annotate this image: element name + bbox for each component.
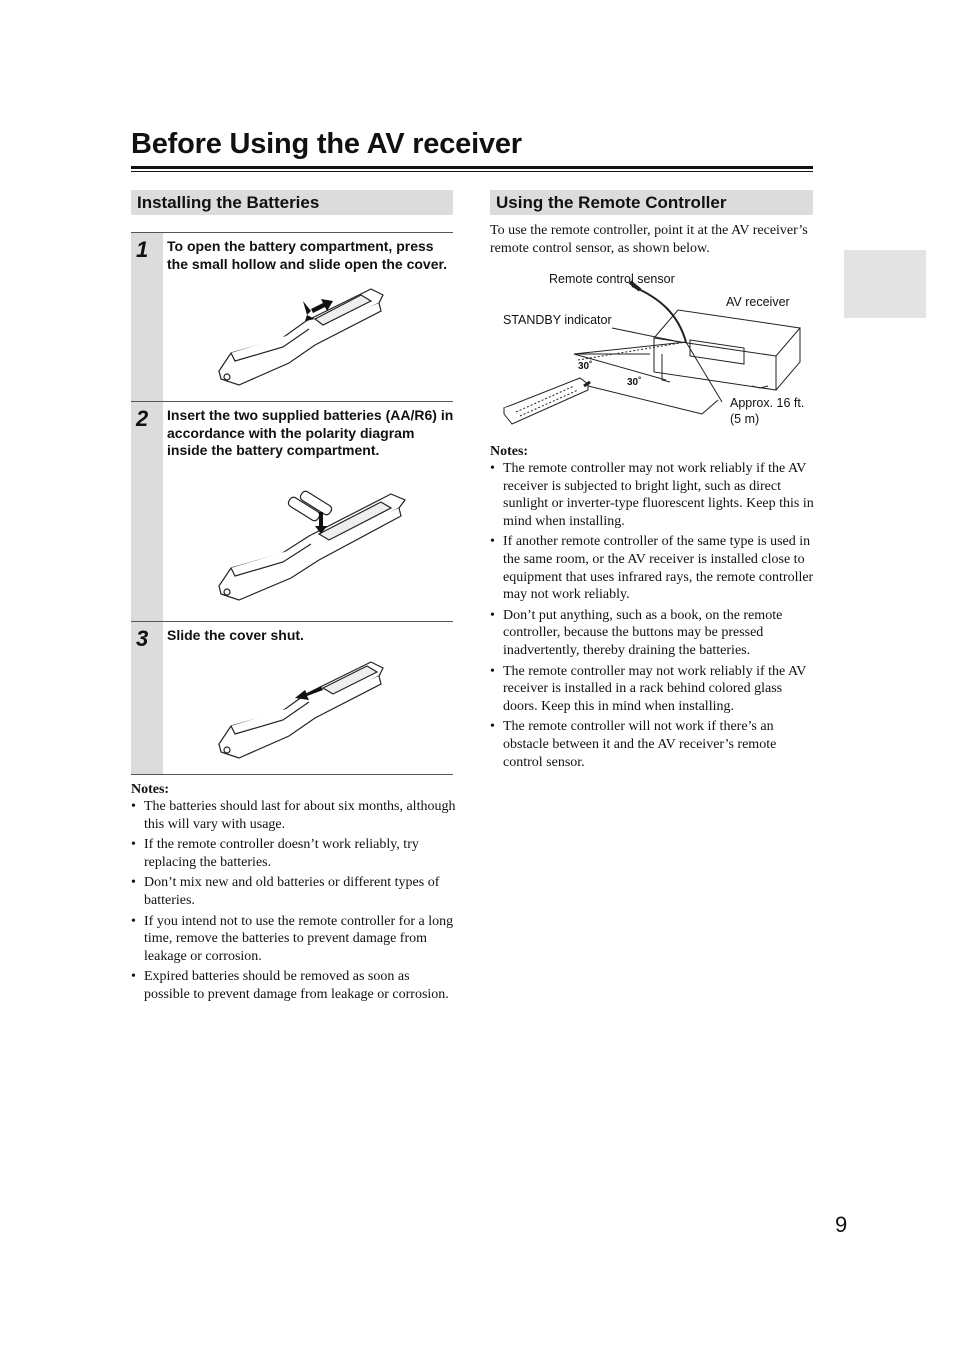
step-number: 2 xyxy=(136,406,149,431)
section-tab xyxy=(844,250,926,318)
angle-label-b: 30˚ xyxy=(627,377,642,388)
battery-step-1 xyxy=(131,232,453,401)
angle-label-a: 30˚ xyxy=(578,361,593,372)
remote-open-cover-illustration xyxy=(211,281,391,391)
step-number: 3 xyxy=(136,626,149,651)
notes-title: Notes: xyxy=(490,444,529,459)
batteries-notes xyxy=(131,782,456,1007)
note-item: • Don’t mix new and old batteries or different types of batteries. xyxy=(131,874,456,909)
notes-title: Notes: xyxy=(131,782,170,797)
remote-heading: Using the Remote Controller xyxy=(490,190,813,215)
batteries-heading: Installing the Batteries xyxy=(131,190,453,215)
step-text: Slide the cover shut. xyxy=(167,627,304,643)
note-item: • If another remote controller of the same type is used in the same room, or the AV receiver is installed close to equipment that uses infrared rays, the remote controller may not work reliably. xyxy=(490,533,815,603)
page-number: 9 xyxy=(835,1212,848,1237)
note-item: • Expired batteries should be removed as soon as possible to prevent damage from leakage or corrosion. xyxy=(131,968,456,1003)
step-number: 1 xyxy=(136,237,149,262)
remote-close-cover-illustration xyxy=(211,652,391,762)
title-rule xyxy=(131,166,813,172)
distance-label-2: (5 m) xyxy=(730,412,760,426)
distance-label-1: Approx. 16 ft. xyxy=(730,396,805,410)
step-text: Insert the two supplied batteries (AA/R6) in accordance with the polarity diagram inside the battery compartment. xyxy=(167,407,454,458)
note-item: • If the remote controller doesn’t work reliably, try replacing the batteries. xyxy=(131,836,456,871)
note-item: • If you intend not to use the remote controller for a long time, remove the batteries to prevent damage from leakage or corrosion. xyxy=(131,913,456,966)
battery-step-3 xyxy=(131,621,453,775)
remote-insert-batteries-illustration xyxy=(211,474,411,609)
note-item: • The remote controller may not work reliably if the AV receiver is subjected to bright light, such as direct sunlight or inverter-type fluorescent lights. Keep this in mind when installing. xyxy=(490,460,815,530)
remote-intro: To use the remote controller, point it at the AV receiver’s remote control sensor, as shown below. xyxy=(490,223,808,256)
step-text: To open the battery compartment, press the small hollow and slide open the cover. xyxy=(167,238,448,272)
note-item: • Don’t put anything, such as a book, on the remote controller, because the buttons may be pressed inadvertently, thereby draining the batteries. xyxy=(490,607,815,660)
note-item: • The remote controller will not work if there’s an obstacle between it and the AV receiver’s remote control sensor. xyxy=(490,718,815,771)
battery-step-2 xyxy=(131,401,453,621)
note-item: • The remote controller may not work reliably if the AV receiver is installed in a rack behind colored glass doors. Keep this in mind when installing. xyxy=(490,663,815,716)
receiver-label: AV receiver xyxy=(726,295,790,309)
remote-range-diagram xyxy=(490,268,815,433)
standby-label: STANDBY indicator xyxy=(503,313,612,327)
page-title: Before Using the AV receiver xyxy=(131,128,522,160)
remote-notes xyxy=(490,444,815,774)
sensor-label: Remote control sensor xyxy=(549,272,675,286)
note-item: • The batteries should last for about six months, although this will vary with usage. xyxy=(131,798,456,833)
